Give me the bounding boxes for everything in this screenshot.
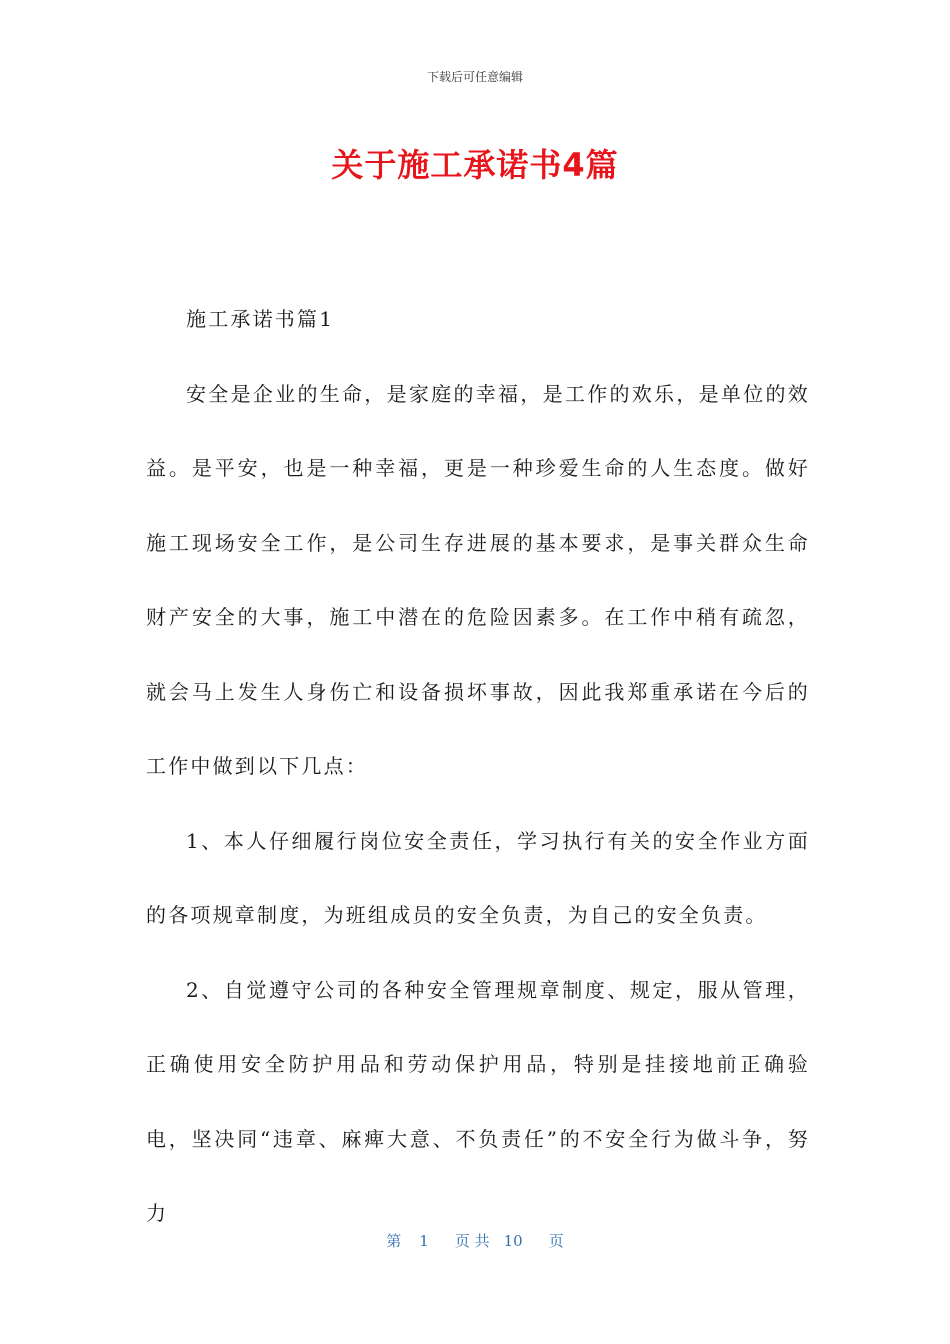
paragraph-item-1: 1、本人仔细履行岗位安全责任，学习执行有关的安全作业方面的各项规章制度，为班组成员的安全负责，为自己的安全负责。 — [146, 828, 810, 927]
footer-pages-label: 页 — [548, 1232, 564, 1250]
section-heading: 施工承诺书篇1 — [186, 307, 335, 331]
footer-current-page: 1 — [419, 1232, 429, 1250]
footer-total-pages: 10 — [503, 1232, 523, 1250]
document-title: 关于施工承诺书4篇 — [331, 146, 619, 184]
paragraph-intro: 安全是企业的生命，是家庭的幸福，是工作的欢乐，是单位的效益。是平安，也是一种幸福，更是一种珍爱生命的人生态度。做好施工现场安全工作，是公司生存进展的基本要求，是事关群众生命财产安全的大事，施工中潜在的危险因素多。在工作中稍有疏忽，就会马上发生人身伤亡和设备损坏事故，因此我郑重承诺在今后的工作中做到以下几点： — [146, 381, 810, 778]
footer-of-label: 页 共 — [454, 1232, 490, 1250]
document-body — [146, 282, 810, 1251]
paragraph-item-2: 2、自觉遵守公司的各种安全管理规章制度、规定，服从管理，正确使用安全防护用品和劳动保护用品，特别是挂接地前正确验电，坚决同“违章、麻痺大意、不负责任”的不安全行为做斗争，努力 — [146, 977, 810, 1225]
page-footer — [0, 1230, 950, 1251]
footer-page-label: 第 — [386, 1232, 402, 1250]
header-note: 下载后可任意编辑 — [426, 70, 523, 84]
